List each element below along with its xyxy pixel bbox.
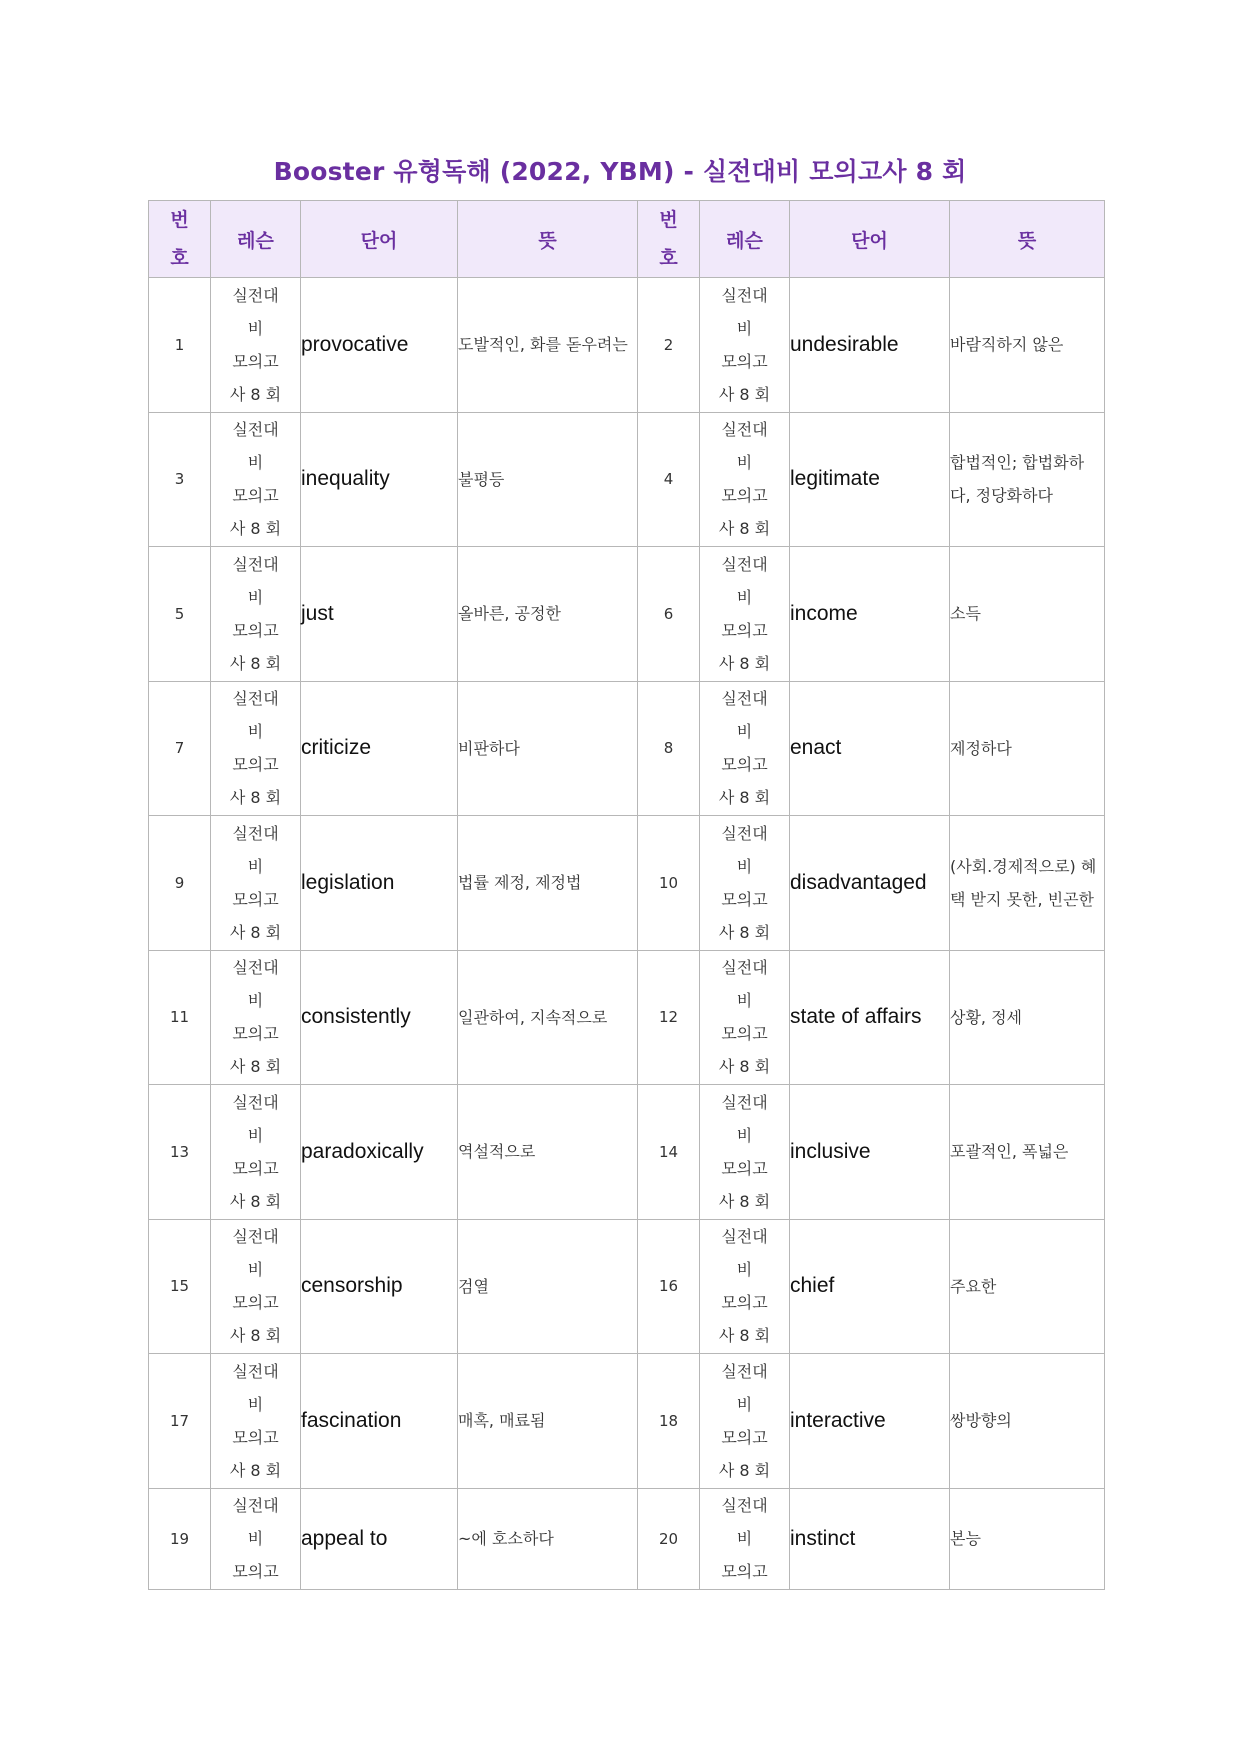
table-row (149, 1488, 1105, 1589)
entry-meaning: 법률 제정, 제정법 (458, 816, 638, 951)
lesson-cell (700, 816, 790, 951)
entry-meaning: 주요한 (950, 1219, 1105, 1354)
lesson-cell (211, 547, 301, 682)
header-lesson: 레슨 (211, 201, 301, 278)
lesson-cell (211, 950, 301, 1085)
lesson-text: 실전대 (232, 958, 279, 978)
lesson-text: 사 8 회 (718, 1326, 771, 1346)
entry-meaning: 소득 (950, 547, 1105, 682)
lesson-text: 모의고 (721, 486, 768, 506)
entry-number: 10 (638, 816, 700, 951)
lesson-text: 비 (736, 1125, 753, 1145)
header-word: 단어 (301, 201, 458, 278)
entry-number: 3 (149, 412, 211, 547)
lesson-cell (700, 412, 790, 547)
lesson-text: 실전대 (232, 554, 279, 574)
entry-meaning: 본능 (950, 1488, 1105, 1589)
entry-number: 2 (638, 278, 700, 413)
lesson-text: 실전대 (721, 1361, 768, 1381)
lesson-text: 사 8 회 (229, 1460, 282, 1480)
lesson-text: 실전대 (232, 1092, 279, 1112)
table-row (149, 412, 1105, 547)
lesson-text: 실전대 (721, 1092, 768, 1112)
entry-number: 19 (149, 1488, 211, 1589)
table-header-row (149, 201, 1105, 278)
lesson-text: 비 (247, 1125, 264, 1145)
lesson-text: 비 (736, 991, 753, 1011)
lesson-text: 비 (736, 1394, 753, 1414)
entry-word: consistently (301, 950, 458, 1085)
lesson-cell (700, 1488, 790, 1589)
lesson-text: 사 8 회 (229, 922, 282, 942)
lesson-text: 비 (736, 587, 753, 607)
entry-word: legitimate (790, 412, 950, 547)
lesson-cell (700, 1354, 790, 1489)
entry-number: 14 (638, 1085, 700, 1220)
lesson-text: 비 (736, 856, 753, 876)
lesson-text: 비 (247, 1260, 264, 1280)
entry-meaning: 바람직하지 않은 (950, 278, 1105, 413)
entry-meaning: 합법적인; 합법화하다, 정당화하다 (950, 412, 1105, 547)
entry-word: criticize (301, 681, 458, 816)
lesson-cell (211, 1219, 301, 1354)
lesson-text: 비 (736, 318, 753, 338)
lesson-text: 비 (247, 722, 264, 742)
header-lesson: 레슨 (700, 201, 790, 278)
entry-number: 8 (638, 681, 700, 816)
header-word: 단어 (790, 201, 950, 278)
lesson-cell (211, 412, 301, 547)
lesson-text: 모의고 (232, 1427, 279, 1447)
vocabulary-table (148, 200, 1105, 1590)
entry-word: fascination (301, 1354, 458, 1489)
lesson-text: 모의고 (721, 755, 768, 775)
lesson-text: 실전대 (721, 689, 768, 709)
lesson-cell (211, 1354, 301, 1489)
entry-meaning: 일관하여, 지속적으로 (458, 950, 638, 1085)
lesson-text: 실전대 (721, 285, 768, 305)
entry-word: income (790, 547, 950, 682)
entry-word: undesirable (790, 278, 950, 413)
lesson-text: 모의고 (721, 889, 768, 909)
lesson-text: 사 8 회 (718, 922, 771, 942)
entry-meaning: 비판하다 (458, 681, 638, 816)
lesson-text: 사 8 회 (229, 1191, 282, 1211)
header-meaning: 뜻 (458, 201, 638, 278)
table-row (149, 1085, 1105, 1220)
entry-word: just (301, 547, 458, 682)
table-body (149, 278, 1105, 1590)
lesson-text: 사 8 회 (718, 384, 771, 404)
lesson-text: 비 (247, 856, 264, 876)
entry-meaning: 쌍방향의 (950, 1354, 1105, 1489)
lesson-text: 비 (736, 1528, 753, 1548)
entry-number: 16 (638, 1219, 700, 1354)
lesson-text: 모의고 (721, 1158, 768, 1178)
entry-word: enact (790, 681, 950, 816)
lesson-text: 모의고 (232, 620, 279, 640)
lesson-text: 실전대 (232, 420, 279, 440)
entry-number: 18 (638, 1354, 700, 1489)
table-row (149, 1219, 1105, 1354)
lesson-cell (211, 1488, 301, 1589)
lesson-cell (700, 1085, 790, 1220)
entry-meaning: 역설적으로 (458, 1085, 638, 1220)
entry-number: 12 (638, 950, 700, 1085)
entry-number: 13 (149, 1085, 211, 1220)
lesson-cell (700, 1219, 790, 1354)
entry-meaning: ~에 호소하다 (458, 1488, 638, 1589)
entry-number: 15 (149, 1219, 211, 1354)
lesson-text: 실전대 (721, 823, 768, 843)
lesson-text: 사 8 회 (718, 1460, 771, 1480)
lesson-text: 모의고 (232, 1561, 279, 1581)
lesson-text: 실전대 (232, 1495, 279, 1515)
lesson-text: 모의고 (721, 351, 768, 371)
lesson-cell (211, 1085, 301, 1220)
entry-meaning: 상황, 정세 (950, 950, 1105, 1085)
entry-word: censorship (301, 1219, 458, 1354)
lesson-text: 실전대 (232, 823, 279, 843)
entry-word: state of affairs (790, 950, 950, 1085)
lesson-text: 사 8 회 (229, 1057, 282, 1077)
lesson-text: 실전대 (721, 1227, 768, 1247)
lesson-cell (700, 950, 790, 1085)
lesson-cell (700, 278, 790, 413)
table-row (149, 816, 1105, 951)
lesson-text: 모의고 (721, 1293, 768, 1313)
lesson-text: 모의고 (232, 755, 279, 775)
lesson-cell (700, 681, 790, 816)
entry-number: 20 (638, 1488, 700, 1589)
lesson-text: 모의고 (721, 1024, 768, 1044)
entry-word: paradoxically (301, 1085, 458, 1220)
entry-word: provocative (301, 278, 458, 413)
header-number: 번 호 (638, 201, 700, 278)
entry-number: 11 (149, 950, 211, 1085)
page-title: Booster 유형독해 (2022, YBM) - 실전대비 모의고사 8 회 (273, 157, 967, 186)
entry-word: interactive (790, 1354, 950, 1489)
lesson-text: 사 8 회 (718, 788, 771, 808)
lesson-text: 비 (247, 991, 264, 1011)
lesson-text: 비 (247, 587, 264, 607)
lesson-text: 모의고 (232, 351, 279, 371)
entry-number: 5 (149, 547, 211, 682)
lesson-cell (211, 681, 301, 816)
entry-meaning: 포괄적인, 폭넓은 (950, 1085, 1105, 1220)
lesson-text: 사 8 회 (718, 519, 771, 539)
lesson-text: 사 8 회 (229, 519, 282, 539)
entry-word: disadvantaged (790, 816, 950, 951)
lesson-text: 비 (247, 1394, 264, 1414)
table-row (149, 681, 1105, 816)
lesson-cell (211, 816, 301, 951)
lesson-text: 모의고 (232, 486, 279, 506)
lesson-text: 모의고 (721, 1561, 768, 1581)
table-row (149, 278, 1105, 413)
entry-number: 6 (638, 547, 700, 682)
entry-number: 1 (149, 278, 211, 413)
entry-number: 7 (149, 681, 211, 816)
lesson-text: 사 8 회 (229, 1326, 282, 1346)
lesson-text: 비 (247, 1528, 264, 1548)
entry-word: inequality (301, 412, 458, 547)
lesson-text: 실전대 (232, 1227, 279, 1247)
entry-number: 4 (638, 412, 700, 547)
lesson-text: 실전대 (721, 1495, 768, 1515)
entry-word: inclusive (790, 1085, 950, 1220)
lesson-text: 실전대 (232, 1361, 279, 1381)
lesson-text: 실전대 (721, 420, 768, 440)
lesson-text: 모의고 (232, 1158, 279, 1178)
lesson-text: 모의고 (232, 889, 279, 909)
entry-meaning: (사회.경제적으로) 혜택 받지 못한, 빈곤한 (950, 816, 1105, 951)
table-row (149, 547, 1105, 682)
entry-word: chief (790, 1219, 950, 1354)
entry-meaning: 도발적인, 화를 돋우려는 (458, 278, 638, 413)
lesson-text: 사 8 회 (718, 1191, 771, 1211)
lesson-text: 사 8 회 (229, 788, 282, 808)
lesson-text: 비 (736, 453, 753, 473)
lesson-text: 실전대 (721, 958, 768, 978)
table-row (149, 1354, 1105, 1489)
entry-word: appeal to (301, 1488, 458, 1589)
entry-word: instinct (790, 1488, 950, 1589)
lesson-text: 모의고 (721, 1427, 768, 1447)
entry-word: legislation (301, 816, 458, 951)
lesson-text: 실전대 (721, 554, 768, 574)
entry-meaning: 제정하다 (950, 681, 1105, 816)
lesson-text: 실전대 (232, 689, 279, 709)
lesson-text: 비 (736, 722, 753, 742)
entry-meaning: 올바른, 공정한 (458, 547, 638, 682)
lesson-text: 사 8 회 (229, 653, 282, 673)
lesson-text: 사 8 회 (718, 653, 771, 673)
lesson-text: 실전대 (232, 285, 279, 305)
header-number: 번 호 (149, 201, 211, 278)
table-row (149, 950, 1105, 1085)
lesson-cell (700, 547, 790, 682)
header-meaning: 뜻 (950, 201, 1105, 278)
lesson-text: 비 (736, 1260, 753, 1280)
lesson-text: 비 (247, 453, 264, 473)
entry-number: 17 (149, 1354, 211, 1489)
lesson-text: 사 8 회 (229, 384, 282, 404)
entry-meaning: 불평등 (458, 412, 638, 547)
entry-number: 9 (149, 816, 211, 951)
lesson-text: 모의고 (232, 1024, 279, 1044)
lesson-text: 사 8 회 (718, 1057, 771, 1077)
lesson-text: 모의고 (721, 620, 768, 640)
entry-meaning: 매혹, 매료됨 (458, 1354, 638, 1489)
lesson-cell (211, 278, 301, 413)
lesson-text: 비 (247, 318, 264, 338)
lesson-text: 모의고 (232, 1293, 279, 1313)
entry-meaning: 검열 (458, 1219, 638, 1354)
